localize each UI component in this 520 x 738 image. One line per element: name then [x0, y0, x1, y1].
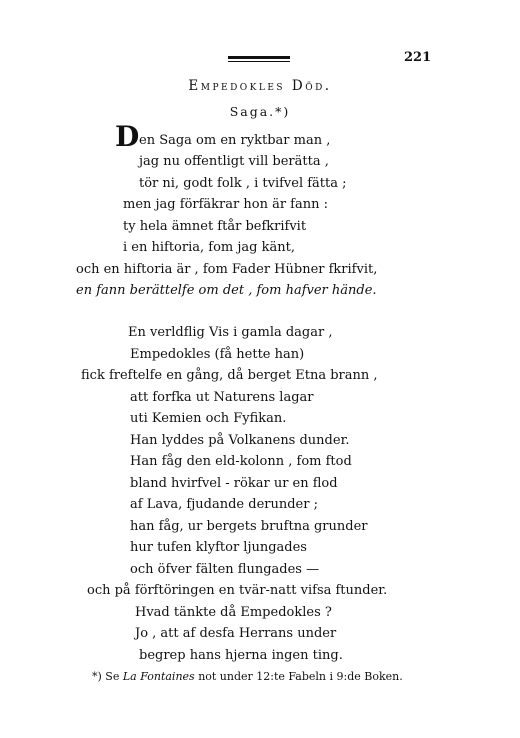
poem-line: Empedokles (få hette han): [130, 347, 305, 362]
poem-line: bland hvirfvel - rökar ur en flod: [130, 476, 338, 491]
poem-line: af Lava, fjudande derunder ;: [130, 497, 318, 512]
poem-line: begrep hans hjerna ingen ting.: [139, 648, 343, 663]
poem-line: tör ni, godt folk , i tvifvel fätta ;: [139, 176, 347, 191]
poem-line: Han fåg den eld-kolonn , fom ftod: [130, 454, 352, 469]
poem-line: Han lyddes på Volkanens dunder.: [130, 433, 350, 448]
footnote-text: not under 12:te Fabeln i 9:de Boken.: [198, 670, 403, 683]
poem-title: Empedokles Död.: [188, 78, 332, 94]
poem-line: en Saga om en ryktbar man ,: [139, 133, 331, 148]
page-number: 221: [404, 50, 432, 65]
poem-line: Jo , att af desfa Herrans under: [135, 626, 337, 641]
poem-line: hur tufen klyftor ljungades: [130, 540, 307, 555]
footnote-source: La Fontaines: [122, 670, 195, 683]
poem-line: [76, 282, 377, 300]
footnote: [92, 670, 403, 683]
poem-line: ty hela ämnet ftår befkrifvit: [123, 219, 307, 234]
poem-line: i en hiftoria, fom jag känt,: [123, 240, 295, 255]
poem-line: och en hiftoria är , fom Fader Hübner fkrifvit,: [76, 262, 378, 277]
poem-line: Hvad tänkte då Empedokles ?: [135, 605, 332, 620]
poem-line: och på förftöringen en tvär-natt vifsa ftunder.: [87, 583, 388, 598]
poem-line: att forfka ut Naturens lagar: [130, 390, 314, 405]
poem-line: han fåg, ur bergets bruftna grunder: [130, 519, 368, 534]
header-rule: [228, 56, 290, 62]
poem-line-text: en fann berättelfe om det , fom hafver hände.: [76, 283, 377, 298]
poem-line: men jag förfäkrar hon är fann :: [123, 197, 328, 212]
poem-line: uti Kemien och Fyfikan.: [130, 411, 287, 426]
drop-cap: D: [115, 120, 140, 153]
footnote-marker: *) Se: [92, 670, 120, 683]
poem-line: fick freftelfe en gång, då berget Etna brann ,: [81, 368, 378, 383]
poem-line: och öfver fälten flungades —: [130, 562, 320, 577]
poem-line: En verldflig Vis i gamla dagar ,: [128, 325, 333, 340]
poem-subtitle: Saga.*): [229, 104, 291, 119]
poem-line: jag nu offentligt vill berätta ,: [139, 154, 329, 169]
